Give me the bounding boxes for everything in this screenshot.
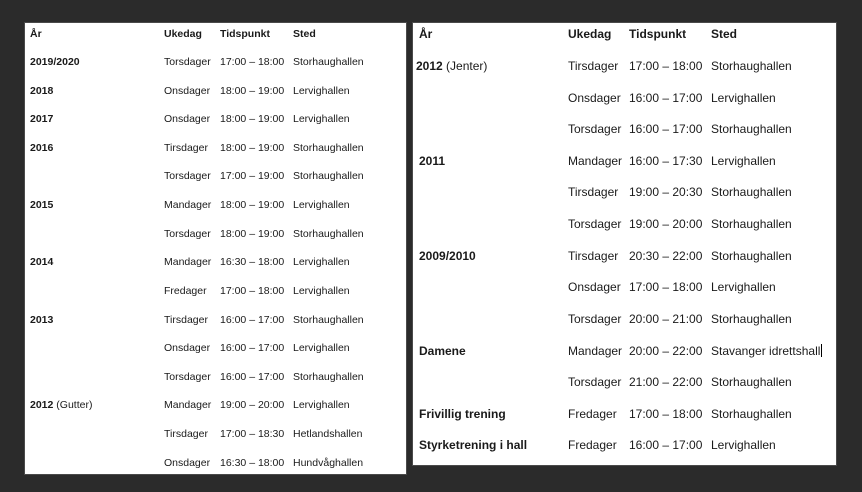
row-place: Storhaughallen [293, 371, 364, 383]
row-year [30, 200, 53, 211]
row-year-label: 2012 [416, 59, 443, 73]
header-year: År [30, 28, 42, 40]
row-year-label: 2018 [30, 85, 54, 97]
row-time: 17:00 – 18:00 [220, 285, 285, 297]
row-weekday: Tirsdager [164, 142, 208, 154]
row-year-label: 2014 [30, 256, 54, 268]
row-place: Lervighallen [293, 199, 350, 211]
row-place: Lervighallen [293, 285, 350, 297]
row-weekday: Onsdager [164, 457, 211, 469]
row-weekday: Fredager [164, 285, 207, 297]
row-year-label: 2011 [419, 154, 446, 168]
row-place: Storhaughallen [711, 122, 792, 136]
row-place: Lervighallen [293, 399, 350, 411]
row-time: 17:00 – 18:00 [629, 407, 703, 421]
row-time: 20:00 – 21:00 [629, 312, 703, 326]
row-year-note: (Jenter) [442, 59, 488, 73]
row-year-label: 2012 [30, 399, 54, 411]
row-time: 17:00 – 18:00 [629, 59, 703, 73]
row-year [30, 257, 53, 268]
row-weekday: Mandager [164, 256, 212, 268]
row-place: Storhaughallen [711, 217, 792, 231]
row-weekday: Torsdager [568, 312, 622, 326]
row-year-label: 2013 [30, 314, 54, 326]
row-time: 18:00 – 19:00 [220, 113, 285, 125]
header-time: Tidspunkt [220, 28, 270, 40]
row-time: 16:00 – 17:00 [629, 91, 703, 105]
row-year-note: (Gutter) [53, 399, 93, 411]
row-year [30, 315, 53, 326]
row-weekday: Mandager [164, 399, 212, 411]
row-year [419, 155, 445, 167]
row-weekday: Onsdager [164, 342, 211, 354]
row-place: Stavanger idrettshall [711, 344, 821, 358]
row-place: Lervighallen [293, 342, 350, 354]
right-schedule-table [412, 22, 837, 466]
row-weekday: Torsdager [568, 217, 622, 231]
row-weekday: Tirsdager [164, 314, 208, 326]
row-time: 21:00 – 22:00 [629, 375, 703, 389]
row-weekday: Tirsdager [568, 59, 619, 73]
row-year-label: Frivillig trening [419, 407, 506, 421]
row-time: 18:00 – 19:00 [220, 228, 285, 240]
header-place: Sted [711, 27, 738, 41]
row-year [419, 250, 476, 262]
row-weekday: Onsdager [568, 280, 621, 294]
row-place: Lervighallen [711, 280, 776, 294]
row-place: Hundvåghallen [293, 457, 364, 469]
row-weekday: Tirsdager [568, 249, 619, 263]
text-cursor [821, 344, 822, 357]
row-weekday: Fredager [568, 438, 617, 452]
row-weekday: Mandager [568, 344, 623, 358]
row-weekday: Torsdager [568, 375, 622, 389]
row-time: 18:00 – 19:00 [220, 142, 285, 154]
row-year-label: 2016 [30, 142, 54, 154]
left-schedule-table [24, 22, 407, 475]
row-place: Storhaughallen [711, 375, 792, 389]
row-place: Lervighallen [711, 438, 776, 452]
row-time: 16:00 – 17:00 [220, 371, 285, 383]
row-time: 17:00 – 18:00 [629, 280, 703, 294]
row-weekday: Torsdager [164, 371, 211, 383]
row-place: Lervighallen [293, 85, 350, 97]
row-place: Storhaughallen [293, 314, 364, 326]
row-weekday: Onsdager [164, 85, 211, 97]
row-time: 18:00 – 19:00 [220, 199, 285, 211]
row-weekday: Tirsdager [568, 185, 619, 199]
row-place: Storhaughallen [293, 170, 364, 182]
row-time: 16:30 – 18:00 [220, 256, 285, 268]
row-weekday: Fredager [568, 407, 617, 421]
row-place: Storhaughallen [711, 312, 792, 326]
row-year [30, 400, 92, 411]
row-place: Storhaughallen [293, 142, 364, 154]
row-time: 16:00 – 17:00 [629, 122, 703, 136]
row-weekday: Onsdager [568, 91, 621, 105]
row-place: Storhaughallen [711, 185, 792, 199]
row-weekday: Mandager [164, 199, 212, 211]
row-weekday: Torsdager [568, 122, 622, 136]
row-time: 20:00 – 22:00 [629, 344, 703, 358]
row-year-label: 2015 [30, 199, 54, 211]
row-weekday: Torsdager [164, 56, 211, 68]
row-time: 17:00 – 18:00 [220, 56, 285, 68]
row-time: 17:00 – 18:30 [220, 428, 285, 440]
row-place: Storhaughallen [711, 59, 792, 73]
row-place: Hetlandshallen [293, 428, 363, 440]
row-time: 19:00 – 20:00 [220, 399, 285, 411]
header-place: Sted [293, 28, 316, 40]
row-time: 16:30 – 18:00 [220, 457, 285, 469]
header-year: År [419, 27, 433, 41]
row-place: Lervighallen [711, 91, 776, 105]
row-time: 17:00 – 19:00 [220, 170, 285, 182]
row-time: 20:30 – 22:00 [629, 249, 703, 263]
row-time: 16:00 – 17:00 [220, 342, 285, 354]
row-place: Storhaughallen [711, 249, 792, 263]
row-year-label: Styrketrening i hall [419, 438, 528, 452]
row-weekday: Torsdager [164, 228, 211, 240]
row-place: Lervighallen [293, 256, 350, 268]
row-year [419, 439, 527, 451]
row-time: 19:00 – 20:00 [629, 217, 703, 231]
row-time: 16:00 – 17:00 [629, 438, 703, 452]
row-year-label: 2019/2020 [30, 56, 80, 68]
row-year [30, 114, 53, 125]
row-year [30, 57, 80, 68]
row-weekday: Tirsdager [164, 428, 208, 440]
row-year [416, 60, 487, 72]
row-place: Lervighallen [711, 154, 776, 168]
row-weekday: Torsdager [164, 170, 211, 182]
row-year [30, 86, 53, 97]
header-time: Tidspunkt [629, 27, 687, 41]
row-year-label: 2017 [30, 113, 54, 125]
row-weekday: Mandager [568, 154, 623, 168]
row-year [419, 345, 466, 357]
header-weekday: Ukedag [164, 28, 202, 40]
row-time: 18:00 – 19:00 [220, 85, 285, 97]
row-time: 16:00 – 17:00 [220, 314, 285, 326]
row-year [419, 408, 506, 420]
row-place: Storhaughallen [711, 407, 792, 421]
row-year-label: 2009/2010 [419, 249, 476, 263]
row-time: 19:00 – 20:30 [629, 185, 703, 199]
row-year [30, 143, 53, 154]
row-year-label: Damene [419, 344, 466, 358]
row-time: 16:00 – 17:30 [629, 154, 703, 168]
row-weekday: Onsdager [164, 113, 211, 125]
row-place: Storhaughallen [293, 56, 364, 68]
row-place: Storhaughallen [293, 228, 364, 240]
header-weekday: Ukedag [568, 27, 612, 41]
row-place: Lervighallen [293, 113, 350, 125]
